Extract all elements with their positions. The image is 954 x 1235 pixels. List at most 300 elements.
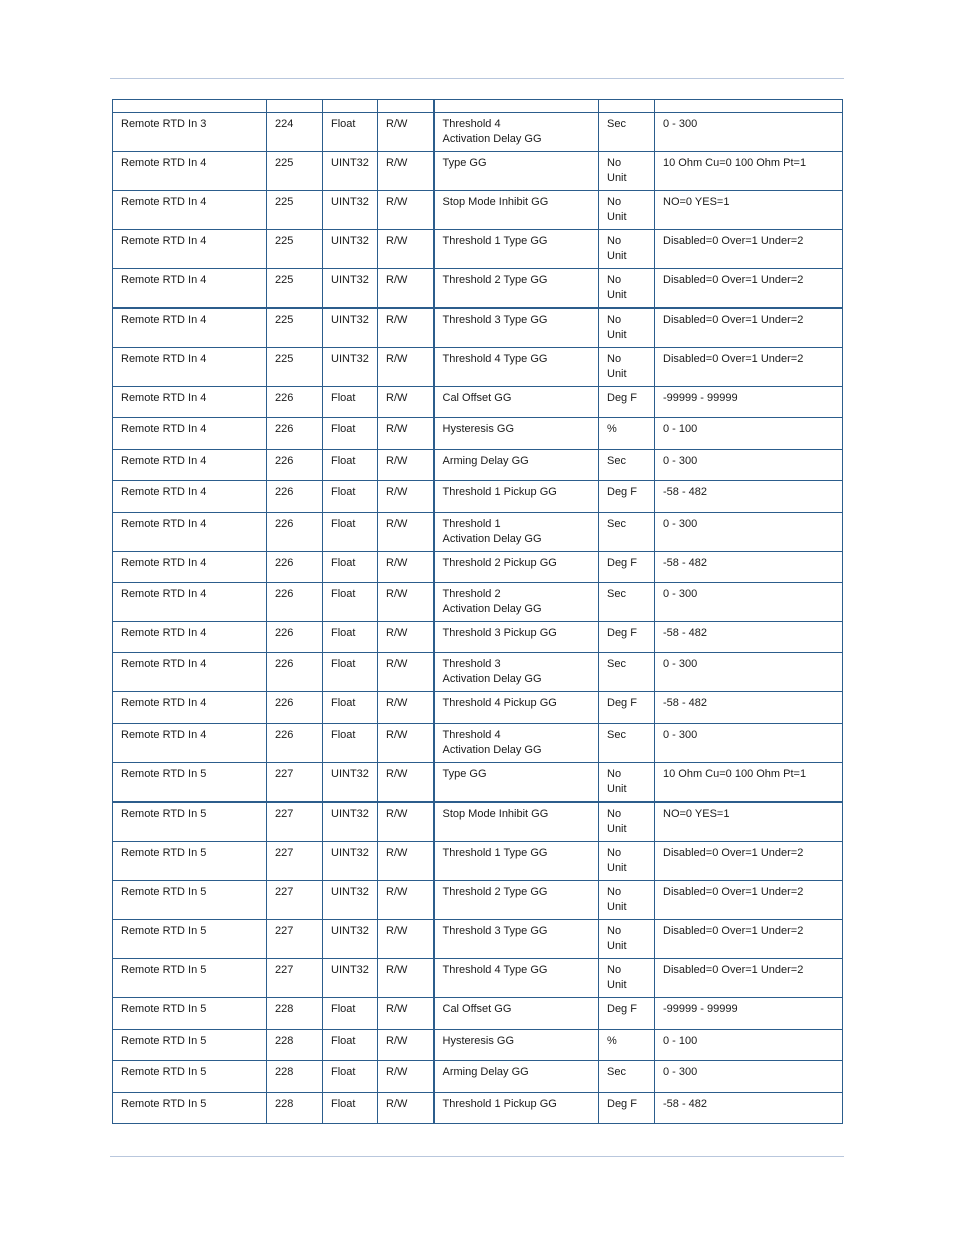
unit-text: % xyxy=(607,423,617,435)
range-cell xyxy=(655,269,843,309)
unit-cell xyxy=(599,481,655,513)
range-cell xyxy=(655,1061,843,1093)
unit-text: Sec xyxy=(607,588,626,600)
table-row xyxy=(113,481,843,513)
register-table-body xyxy=(113,100,843,1124)
parameter-cell xyxy=(434,622,599,653)
table-row xyxy=(113,1061,843,1093)
parameter-cell xyxy=(434,113,599,152)
setting-name-text: Remote RTD In 4 xyxy=(121,658,207,670)
access-text: R/W xyxy=(386,314,408,326)
range-cell xyxy=(655,308,843,348)
type-cell xyxy=(323,450,378,481)
register-text: 227 xyxy=(275,925,294,937)
setting-name-text: Remote RTD In 5 xyxy=(121,1035,207,1047)
setting-name-text: Remote RTD In 4 xyxy=(121,353,207,365)
parameter-cell xyxy=(434,653,599,692)
setting-name-text: Remote RTD In 4 xyxy=(121,627,207,639)
type-cell xyxy=(323,583,378,622)
register-text: 224 xyxy=(275,118,294,130)
range-text: 0 - 300 xyxy=(663,118,698,130)
table-header-row xyxy=(113,100,843,113)
parameter-text: Threshold 2 Pickup GG xyxy=(442,557,557,569)
range-cell xyxy=(655,583,843,622)
unit-cell xyxy=(599,998,655,1030)
table-row xyxy=(113,418,843,450)
access-text: R/W xyxy=(386,118,408,130)
parameter-cell xyxy=(434,450,599,481)
parameter-cell xyxy=(434,724,599,763)
setting-name-text: Remote RTD In 4 xyxy=(121,157,207,169)
range-cell xyxy=(655,881,843,920)
unit-text: No Unit xyxy=(607,353,627,380)
setting-name-cell xyxy=(113,481,267,513)
type-text: Float xyxy=(331,697,356,709)
parameter-text: Threshold 2 Type GG xyxy=(442,274,548,286)
unit-text: Sec xyxy=(607,729,626,741)
unit-cell xyxy=(599,622,655,653)
access-cell xyxy=(378,724,434,763)
type-cell xyxy=(323,230,378,269)
register-text: 228 xyxy=(275,1003,294,1015)
unit-text: Deg F xyxy=(607,557,637,569)
table-row xyxy=(113,513,843,552)
table-row xyxy=(113,450,843,481)
setting-name-cell xyxy=(113,1093,267,1124)
type-text: Float xyxy=(331,118,356,130)
access-text: R/W xyxy=(386,274,408,286)
range-text: 0 - 300 xyxy=(663,455,698,467)
parameter-text: Type GG xyxy=(442,768,487,780)
setting-name-text: Remote RTD In 4 xyxy=(121,314,207,326)
setting-name-cell xyxy=(113,653,267,692)
access-cell xyxy=(378,450,434,481)
parameter-cell xyxy=(434,692,599,724)
register-cell xyxy=(267,842,323,881)
setting-name-cell xyxy=(113,269,267,309)
table-row xyxy=(113,763,843,803)
register-text: 226 xyxy=(275,588,294,600)
range-text: 0 - 300 xyxy=(663,729,698,741)
register-text: 226 xyxy=(275,697,294,709)
access-text: R/W xyxy=(386,455,408,467)
setting-name-text: Remote RTD In 4 xyxy=(121,392,207,404)
range-text: Disabled=0 Over=1 Under=2 xyxy=(663,886,804,898)
header-cell xyxy=(323,100,378,113)
table-row xyxy=(113,1093,843,1124)
access-text: R/W xyxy=(386,729,408,741)
parameter-text: Threshold 1 Type GG xyxy=(442,235,548,247)
register-cell xyxy=(267,583,323,622)
setting-name-cell xyxy=(113,513,267,552)
table-row xyxy=(113,881,843,920)
access-cell xyxy=(378,920,434,959)
setting-name-text: Remote RTD In 5 xyxy=(121,1066,207,1078)
setting-name-text: Remote RTD In 4 xyxy=(121,455,207,467)
type-cell xyxy=(323,802,378,842)
type-cell xyxy=(323,387,378,418)
register-text: 225 xyxy=(275,235,294,247)
range-cell xyxy=(655,552,843,583)
table-row xyxy=(113,842,843,881)
setting-name-cell xyxy=(113,418,267,450)
range-text: Disabled=0 Over=1 Under=2 xyxy=(663,964,804,976)
type-text: Float xyxy=(331,729,356,741)
parameter-text: Threshold 4 Activation Delay GG xyxy=(442,729,542,756)
setting-name-text: Remote RTD In 4 xyxy=(121,518,207,530)
table-row xyxy=(113,269,843,309)
access-cell xyxy=(378,653,434,692)
range-text: Disabled=0 Over=1 Under=2 xyxy=(663,314,804,326)
setting-name-text: Remote RTD In 5 xyxy=(121,808,207,820)
range-text: -58 - 482 xyxy=(663,486,708,498)
parameter-cell xyxy=(434,308,599,348)
unit-text: Sec xyxy=(607,518,626,530)
table-row xyxy=(113,959,843,998)
setting-name-cell xyxy=(113,450,267,481)
unit-cell xyxy=(599,653,655,692)
unit-text: No Unit xyxy=(607,808,627,835)
range-text: -58 - 482 xyxy=(663,557,708,569)
range-cell xyxy=(655,348,843,387)
register-cell xyxy=(267,481,323,513)
access-text: R/W xyxy=(386,196,408,208)
setting-name-cell xyxy=(113,842,267,881)
type-text: Float xyxy=(331,627,356,639)
unit-cell xyxy=(599,152,655,191)
type-cell xyxy=(323,113,378,152)
type-text: Float xyxy=(331,1035,356,1047)
access-cell xyxy=(378,692,434,724)
access-text: R/W xyxy=(386,423,408,435)
access-text: R/W xyxy=(386,518,408,530)
parameter-text: Threshold 2 Activation Delay GG xyxy=(442,588,542,615)
table-row xyxy=(113,622,843,653)
register-cell xyxy=(267,959,323,998)
register-cell xyxy=(267,513,323,552)
unit-cell xyxy=(599,802,655,842)
setting-name-text: Remote RTD In 4 xyxy=(121,486,207,498)
range-cell xyxy=(655,113,843,152)
type-cell xyxy=(323,959,378,998)
access-cell xyxy=(378,998,434,1030)
type-cell xyxy=(323,269,378,309)
range-text: 0 - 300 xyxy=(663,518,698,530)
table-row xyxy=(113,152,843,191)
unit-cell xyxy=(599,450,655,481)
setting-name-text: Remote RTD In 4 xyxy=(121,557,207,569)
parameter-text: Threshold 2 Type GG xyxy=(442,886,548,898)
access-text: R/W xyxy=(386,486,408,498)
table-row xyxy=(113,724,843,763)
range-text: 0 - 300 xyxy=(663,658,698,670)
unit-text: No Unit xyxy=(607,768,627,795)
unit-text: No Unit xyxy=(607,196,627,223)
access-cell xyxy=(378,1061,434,1093)
parameter-cell xyxy=(434,920,599,959)
register-cell xyxy=(267,152,323,191)
access-cell xyxy=(378,763,434,803)
header-cell xyxy=(267,100,323,113)
unit-cell xyxy=(599,348,655,387)
range-text: Disabled=0 Over=1 Under=2 xyxy=(663,235,804,247)
header-cell xyxy=(113,100,267,113)
register-text: 225 xyxy=(275,157,294,169)
setting-name-text: Remote RTD In 5 xyxy=(121,925,207,937)
setting-name-cell xyxy=(113,763,267,803)
access-text: R/W xyxy=(386,627,408,639)
register-cell xyxy=(267,998,323,1030)
type-text: UINT32 xyxy=(331,157,369,169)
access-cell xyxy=(378,191,434,230)
range-cell xyxy=(655,802,843,842)
register-cell xyxy=(267,230,323,269)
unit-cell xyxy=(599,842,655,881)
unit-text: Sec xyxy=(607,658,626,670)
setting-name-cell xyxy=(113,724,267,763)
unit-text: No Unit xyxy=(607,157,627,184)
register-text: 227 xyxy=(275,964,294,976)
parameter-text: Threshold 3 Activation Delay GG xyxy=(442,658,542,685)
access-cell xyxy=(378,1030,434,1061)
table-row xyxy=(113,191,843,230)
register-text: 225 xyxy=(275,274,294,286)
range-text: NO=0 YES=1 xyxy=(663,196,730,208)
parameter-text: Stop Mode Inhibit GG xyxy=(442,808,549,820)
setting-name-cell xyxy=(113,230,267,269)
range-text: 0 - 300 xyxy=(663,1066,698,1078)
parameter-cell xyxy=(434,998,599,1030)
parameter-text: Hysteresis GG xyxy=(442,1035,515,1047)
type-text: Float xyxy=(331,455,356,467)
register-cell xyxy=(267,450,323,481)
unit-text: No Unit xyxy=(607,314,627,341)
access-text: R/W xyxy=(386,847,408,859)
range-text: Disabled=0 Over=1 Under=2 xyxy=(663,274,804,286)
register-text: 226 xyxy=(275,486,294,498)
type-cell xyxy=(323,1061,378,1093)
unit-text: Deg F xyxy=(607,1003,637,1015)
setting-name-cell xyxy=(113,583,267,622)
type-cell xyxy=(323,653,378,692)
unit-cell xyxy=(599,959,655,998)
setting-name-cell xyxy=(113,113,267,152)
range-cell xyxy=(655,387,843,418)
parameter-cell xyxy=(434,802,599,842)
register-text: 226 xyxy=(275,658,294,670)
range-text: 0 - 300 xyxy=(663,588,698,600)
setting-name-cell xyxy=(113,692,267,724)
unit-text: Deg F xyxy=(607,697,637,709)
range-cell xyxy=(655,622,843,653)
type-text: UINT32 xyxy=(331,314,369,326)
parameter-cell xyxy=(434,348,599,387)
register-cell xyxy=(267,881,323,920)
unit-cell xyxy=(599,1061,655,1093)
parameter-cell xyxy=(434,1061,599,1093)
setting-name-cell xyxy=(113,191,267,230)
register-cell xyxy=(267,692,323,724)
register-text: 226 xyxy=(275,455,294,467)
parameter-cell xyxy=(434,842,599,881)
type-text: UINT32 xyxy=(331,886,369,898)
table-row xyxy=(113,802,843,842)
unit-cell xyxy=(599,230,655,269)
parameter-text: Threshold 1 Pickup GG xyxy=(442,1098,557,1110)
unit-text: No Unit xyxy=(607,964,627,991)
access-cell xyxy=(378,622,434,653)
setting-name-cell xyxy=(113,881,267,920)
table-row xyxy=(113,348,843,387)
unit-cell xyxy=(599,583,655,622)
unit-cell xyxy=(599,387,655,418)
range-text: Disabled=0 Over=1 Under=2 xyxy=(663,925,804,937)
setting-name-cell xyxy=(113,1030,267,1061)
unit-cell xyxy=(599,881,655,920)
type-text: Float xyxy=(331,518,356,530)
setting-name-text: Remote RTD In 4 xyxy=(121,588,207,600)
register-text: 227 xyxy=(275,886,294,898)
register-text: 226 xyxy=(275,627,294,639)
unit-text: Sec xyxy=(607,118,626,130)
unit-cell xyxy=(599,269,655,309)
access-text: R/W xyxy=(386,557,408,569)
register-cell xyxy=(267,1093,323,1124)
parameter-cell xyxy=(434,418,599,450)
parameter-text: Threshold 4 Type GG xyxy=(442,353,548,365)
parameter-cell xyxy=(434,1093,599,1124)
setting-name-text: Remote RTD In 3 xyxy=(121,118,207,130)
access-cell xyxy=(378,387,434,418)
setting-name-text: Remote RTD In 4 xyxy=(121,274,207,286)
access-text: R/W xyxy=(386,886,408,898)
register-cell xyxy=(267,552,323,583)
table-row xyxy=(113,113,843,152)
access-cell xyxy=(378,583,434,622)
type-cell xyxy=(323,692,378,724)
type-text: Float xyxy=(331,588,356,600)
type-cell xyxy=(323,881,378,920)
register-text: 228 xyxy=(275,1098,294,1110)
parameter-text: Threshold 1 Pickup GG xyxy=(442,486,557,498)
setting-name-cell xyxy=(113,308,267,348)
table-row xyxy=(113,692,843,724)
footer-rule xyxy=(110,1156,844,1157)
register-cell xyxy=(267,802,323,842)
access-text: R/W xyxy=(386,392,408,404)
type-text: Float xyxy=(331,658,356,670)
parameter-text: Cal Offset GG xyxy=(442,1003,512,1015)
type-cell xyxy=(323,622,378,653)
register-cell xyxy=(267,191,323,230)
range-cell xyxy=(655,653,843,692)
unit-text: No Unit xyxy=(607,847,627,874)
register-text: 226 xyxy=(275,557,294,569)
type-cell xyxy=(323,348,378,387)
setting-name-text: Remote RTD In 5 xyxy=(121,768,207,780)
type-text: UINT32 xyxy=(331,808,369,820)
register-cell xyxy=(267,724,323,763)
register-text: 226 xyxy=(275,423,294,435)
access-text: R/W xyxy=(386,925,408,937)
setting-name-text: Remote RTD In 4 xyxy=(121,235,207,247)
register-text: 227 xyxy=(275,768,294,780)
range-cell xyxy=(655,418,843,450)
register-cell xyxy=(267,308,323,348)
range-cell xyxy=(655,450,843,481)
access-text: R/W xyxy=(386,1066,408,1078)
unit-cell xyxy=(599,191,655,230)
access-text: R/W xyxy=(386,658,408,670)
access-text: R/W xyxy=(386,353,408,365)
unit-text: Sec xyxy=(607,1066,626,1078)
type-text: UINT32 xyxy=(331,235,369,247)
setting-name-cell xyxy=(113,920,267,959)
access-cell xyxy=(378,842,434,881)
setting-name-text: Remote RTD In 4 xyxy=(121,697,207,709)
parameter-text: Type GG xyxy=(442,157,487,169)
access-text: R/W xyxy=(386,157,408,169)
setting-name-text: Remote RTD In 5 xyxy=(121,1003,207,1015)
range-cell xyxy=(655,1030,843,1061)
range-text: -58 - 482 xyxy=(663,627,708,639)
unit-text: Sec xyxy=(607,455,626,467)
unit-cell xyxy=(599,692,655,724)
register-cell xyxy=(267,387,323,418)
register-text: 227 xyxy=(275,808,294,820)
type-text: Float xyxy=(331,423,356,435)
table-row xyxy=(113,998,843,1030)
type-cell xyxy=(323,552,378,583)
type-text: Float xyxy=(331,1098,356,1110)
parameter-text: Threshold 3 Type GG xyxy=(442,314,548,326)
parameter-text: Threshold 1 Activation Delay GG xyxy=(442,518,542,545)
type-text: UINT32 xyxy=(331,274,369,286)
parameter-cell xyxy=(434,230,599,269)
table-row xyxy=(113,387,843,418)
setting-name-text: Remote RTD In 5 xyxy=(121,886,207,898)
access-cell xyxy=(378,959,434,998)
parameter-cell xyxy=(434,513,599,552)
setting-name-cell xyxy=(113,959,267,998)
access-text: R/W xyxy=(386,964,408,976)
unit-cell xyxy=(599,1030,655,1061)
range-text: 0 - 100 xyxy=(663,1035,698,1047)
range-cell xyxy=(655,191,843,230)
type-cell xyxy=(323,1030,378,1061)
access-cell xyxy=(378,552,434,583)
unit-cell xyxy=(599,308,655,348)
range-cell xyxy=(655,692,843,724)
table-row xyxy=(113,583,843,622)
range-cell xyxy=(655,481,843,513)
unit-text: No Unit xyxy=(607,886,627,913)
type-text: Float xyxy=(331,1066,356,1078)
range-cell xyxy=(655,763,843,803)
unit-cell xyxy=(599,1093,655,1124)
unit-text: No Unit xyxy=(607,925,627,952)
setting-name-text: Remote RTD In 4 xyxy=(121,729,207,741)
parameter-cell xyxy=(434,583,599,622)
table-row xyxy=(113,552,843,583)
range-cell xyxy=(655,1093,843,1124)
type-text: UINT32 xyxy=(331,353,369,365)
register-text: 228 xyxy=(275,1035,294,1047)
access-text: R/W xyxy=(386,697,408,709)
table-row xyxy=(113,308,843,348)
range-text: -58 - 482 xyxy=(663,1098,708,1110)
register-cell xyxy=(267,653,323,692)
